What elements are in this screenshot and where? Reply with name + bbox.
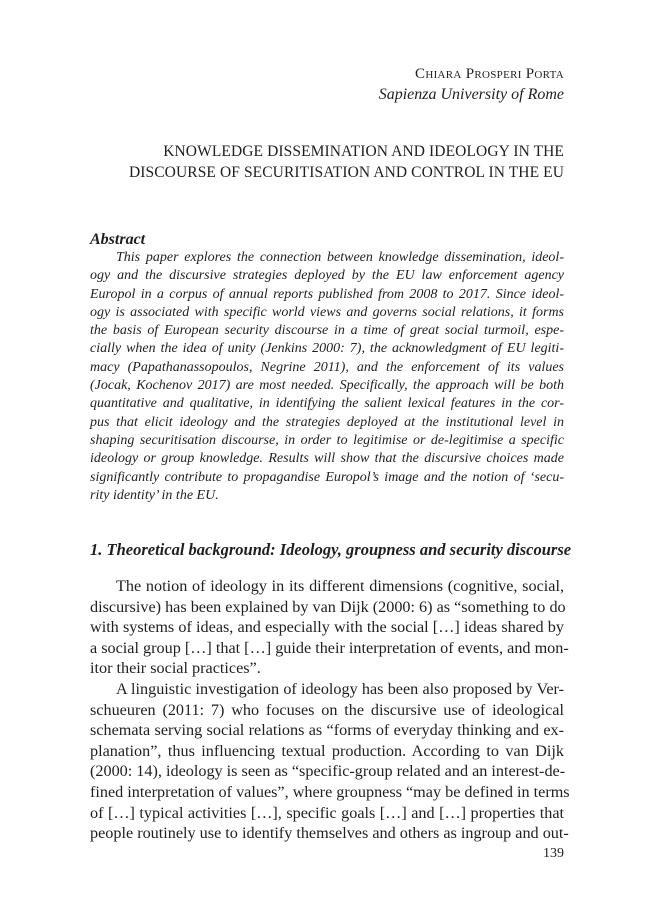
title-line: DISCOURSE OF SECURITISATION AND CONTROL IN THE EU (128, 164, 564, 181)
body-line: a social group […] that […] guide their interpretation of events, and mon- (90, 638, 569, 657)
body-text (90, 576, 570, 844)
abstract-line: Europol in a corpus of annual reports published from 2008 to 2017. Since ideol- (90, 286, 564, 302)
body-line: people routinely use to identify themselves and others as ingroup and out- (90, 824, 569, 843)
body-line: schueuren (2011: 7) who focuses on the discursive use of ideological (90, 700, 564, 719)
title-line: KNOWLEDGE DISSEMINATION AND IDEOLOGY IN THE (163, 143, 564, 160)
page-number: 139 (543, 846, 564, 861)
body-line: planation”, thus influencing textual production. According to van Dijk (90, 741, 564, 760)
abstract-line: pus that elicit ideology and the strategies deployed at the institutional level in (90, 414, 564, 430)
paper-title (90, 141, 564, 183)
body-line: of […] typical activities […], specific goals […] and […] properties that (90, 803, 564, 822)
body-line: (2000: 14), ideology is seen as “specific-group related and an interest-de- (90, 762, 566, 781)
body-line: fined interpretation of values”, where groupness “may be defined in terms (90, 782, 570, 801)
abstract-line: This paper explores the connection between knowledge dissemination, ideol- (116, 250, 564, 265)
body-line: A linguistic investigation of ideology has been also proposed by Ver- (116, 679, 564, 698)
body-line: discursive) has been explained by van Dijk (2000: 6) as “something to do (90, 597, 566, 616)
abstract-line: rity identity’ in the EU. (90, 487, 219, 503)
abstract-line: the basis of European security discourse in a time of great social turmoil, espe- (90, 323, 564, 339)
abstract-line: significantly contribute to propagandise Europol’s image and the notion of ‘secu- (90, 469, 564, 485)
abstract-heading: Abstract (90, 231, 146, 248)
abstract-paragraph (90, 249, 564, 505)
abstract-line: shaping securitisation discourse, in order to legitimise or de-legitimise a specific (90, 432, 564, 448)
abstract-line: ogy and the discursive strategies deployed by the EU law enforcement agency (90, 268, 564, 284)
body-line: with systems of ideas, and especially with the social […] ideas shared by (90, 618, 564, 637)
section-heading: 1. Theoretical background: Ideology, groupness and security discourse (90, 540, 572, 559)
abstract-line: cially when the idea of unity (Jenkins 2000: 7), the acknowledgment of EU legiti- (90, 341, 564, 357)
abstract-line: ideology or group knowledge. Results will show that the discursive choices made (90, 451, 564, 467)
abstract-line: ogy is associated with specific world views and governs social relations, it forms (90, 304, 564, 320)
author-block (379, 64, 564, 106)
abstract-line: (Jocak, Kochenov 2017) are most needed. Specifically, the approach will be both (90, 378, 564, 394)
body-line: schemata serving social relations as “forms of everyday thinking and ex- (90, 721, 564, 740)
body-line: itor their social practices”. (90, 659, 261, 678)
body-line: The notion of ideology in its different dimensions (cognitive, social, (116, 577, 564, 595)
abstract-line: macy (Papathanassopoulos, Negrine 2011), and the enforcement of its values (90, 359, 564, 375)
author-affiliation: Sapienza University of Rome (378, 86, 564, 103)
author-name: Chiara Prosperi Porta (415, 66, 564, 82)
abstract-line: quantitative and qualitative, in identifying the salient lexical features in the cor- (90, 396, 564, 412)
